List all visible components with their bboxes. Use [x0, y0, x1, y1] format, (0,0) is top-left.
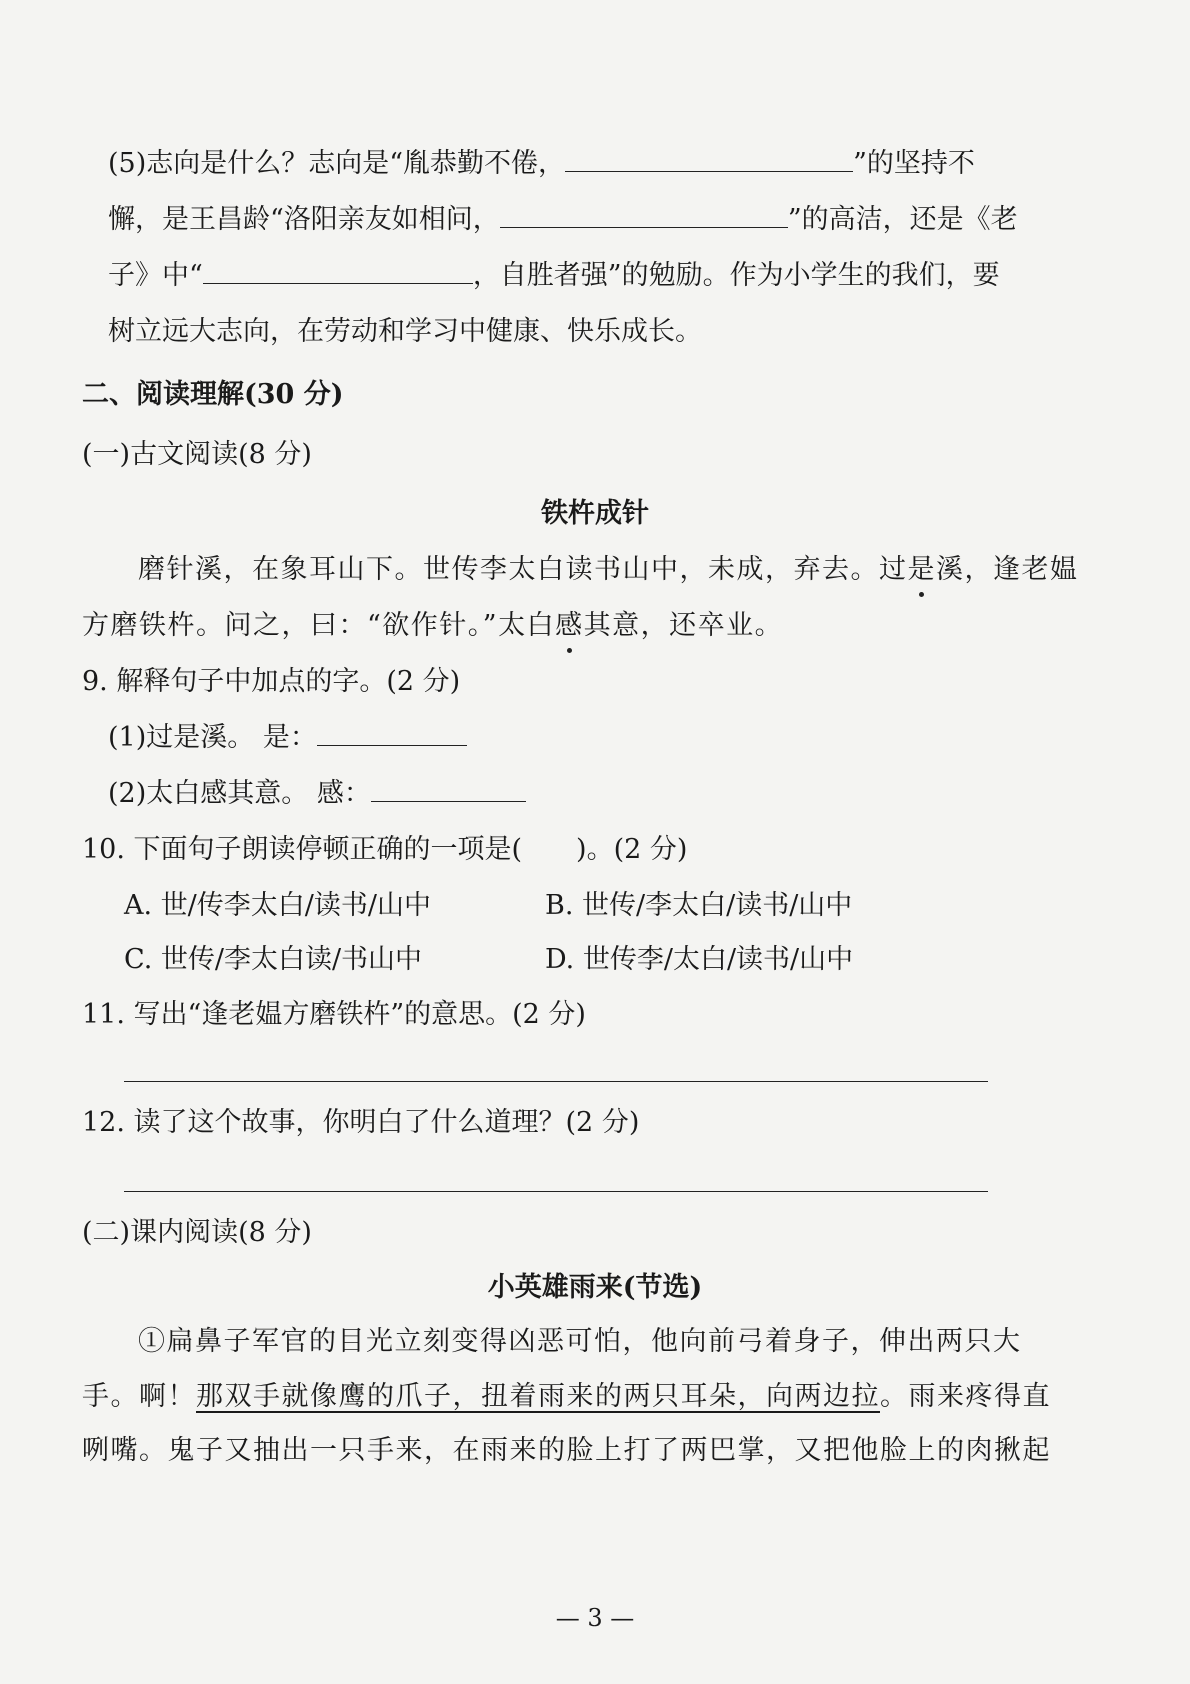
q9-blank-1[interactable]	[317, 719, 467, 746]
passage-text: 。雨来疼得直	[880, 1381, 1051, 1412]
passage-text: 手。啊！	[82, 1381, 196, 1412]
passage-text: 方磨铁杵。问之，曰：“欲作针。”太白	[82, 610, 556, 641]
part2-passage-line-1: ①扁鼻子军官的目光立刻变得凶恶可怕，他向前弓着身子，伸出两只大	[138, 1326, 1022, 1357]
q5-text-2a: 懈，是王昌龄“洛阳亲友如相问，	[108, 204, 500, 235]
q11-stem: 11. 写出“逢老媪方磨铁杵”的意思。(2 分)	[82, 999, 586, 1030]
q5-text-2b: ”的高洁，还是《老	[787, 204, 1018, 235]
q10-option-a[interactable]: A. 世/传李太白/读书/山中	[124, 890, 431, 921]
part2-passage-line-3: 咧嘴。鬼子又抽出一只手来，在雨来的脸上打了两巴掌，又把他脸上的肉揪起	[82, 1435, 1051, 1466]
q9-blank-2[interactable]	[371, 775, 526, 802]
q11-answer-line[interactable]	[124, 1081, 988, 1082]
q9-sub-2-text: (2)太白感其意。 感：	[108, 778, 371, 809]
part2-title: 小英雄雨来(节选)	[487, 1272, 703, 1303]
q9-stem: 9. 解释句子中加点的字。(2 分)	[82, 666, 461, 697]
q5-blank-3[interactable]	[203, 257, 473, 284]
part1-title: 铁杵成针	[541, 498, 649, 529]
q12-stem: 12. 读了这个故事，你明白了什么道理？(2 分)	[82, 1107, 640, 1138]
q5-text-1a: (5)志向是什么？志向是“胤恭勤不倦，	[108, 148, 566, 179]
dotted-char-gan: 感	[555, 607, 584, 645]
q10-stem: 10. 下面句子朗读停顿正确的一项是( )。(2 分)	[82, 834, 688, 865]
q5-text-1b: ”的坚持不	[853, 148, 975, 179]
q5-line-4: 树立远大志向，在劳动和学习中健康、快乐成长。	[108, 316, 702, 347]
passage-text: 溪，逢老媪	[936, 554, 1079, 585]
q10-option-d[interactable]: D. 世传李/太白/读书/山中	[545, 944, 854, 975]
q9-sub-2	[108, 775, 526, 813]
q5-line-2	[108, 201, 1018, 239]
passage-text: 其意，还卒业。	[583, 610, 784, 641]
passage-text: 磨针溪，在象耳山下。世传李太白读书山中，未成，弃去。过	[138, 554, 908, 585]
q10-option-c[interactable]: C. 世传/李太白读/书山中	[124, 944, 423, 975]
part2-passage-line-2	[82, 1378, 1051, 1416]
page-number: — 3 —	[555, 1604, 635, 1632]
part1-passage-line-1	[138, 551, 1079, 589]
q5-line-1	[108, 145, 975, 183]
part1-heading: (一)古文阅读(8 分)	[82, 439, 312, 470]
q5-blank-2[interactable]	[500, 201, 788, 228]
q12-answer-line[interactable]	[124, 1191, 988, 1192]
q9-sub-1-text: (1)过是溪。 是：	[108, 722, 317, 753]
section2-heading: 二、阅读理解(30 分)	[82, 379, 344, 410]
part2-heading: (二)课内阅读(8 分)	[82, 1217, 312, 1248]
q9-sub-1	[108, 719, 467, 757]
dotted-char-shi: 是	[908, 551, 937, 589]
q5-text-3b: ，自胜者强”的勉励。作为小学生的我们，要	[472, 260, 1000, 291]
q10-option-b[interactable]: B. 世传/李太白/读书/山中	[545, 890, 853, 921]
part1-passage-line-2	[82, 607, 783, 645]
q5-text-3a: 子》中“	[108, 260, 203, 291]
q5-line-3	[108, 257, 1000, 295]
underlined-sentence: 那双手就像鹰的爪子，扭着雨来的两只耳朵，向两边拉	[196, 1381, 880, 1412]
q5-blank-1[interactable]	[565, 145, 853, 172]
